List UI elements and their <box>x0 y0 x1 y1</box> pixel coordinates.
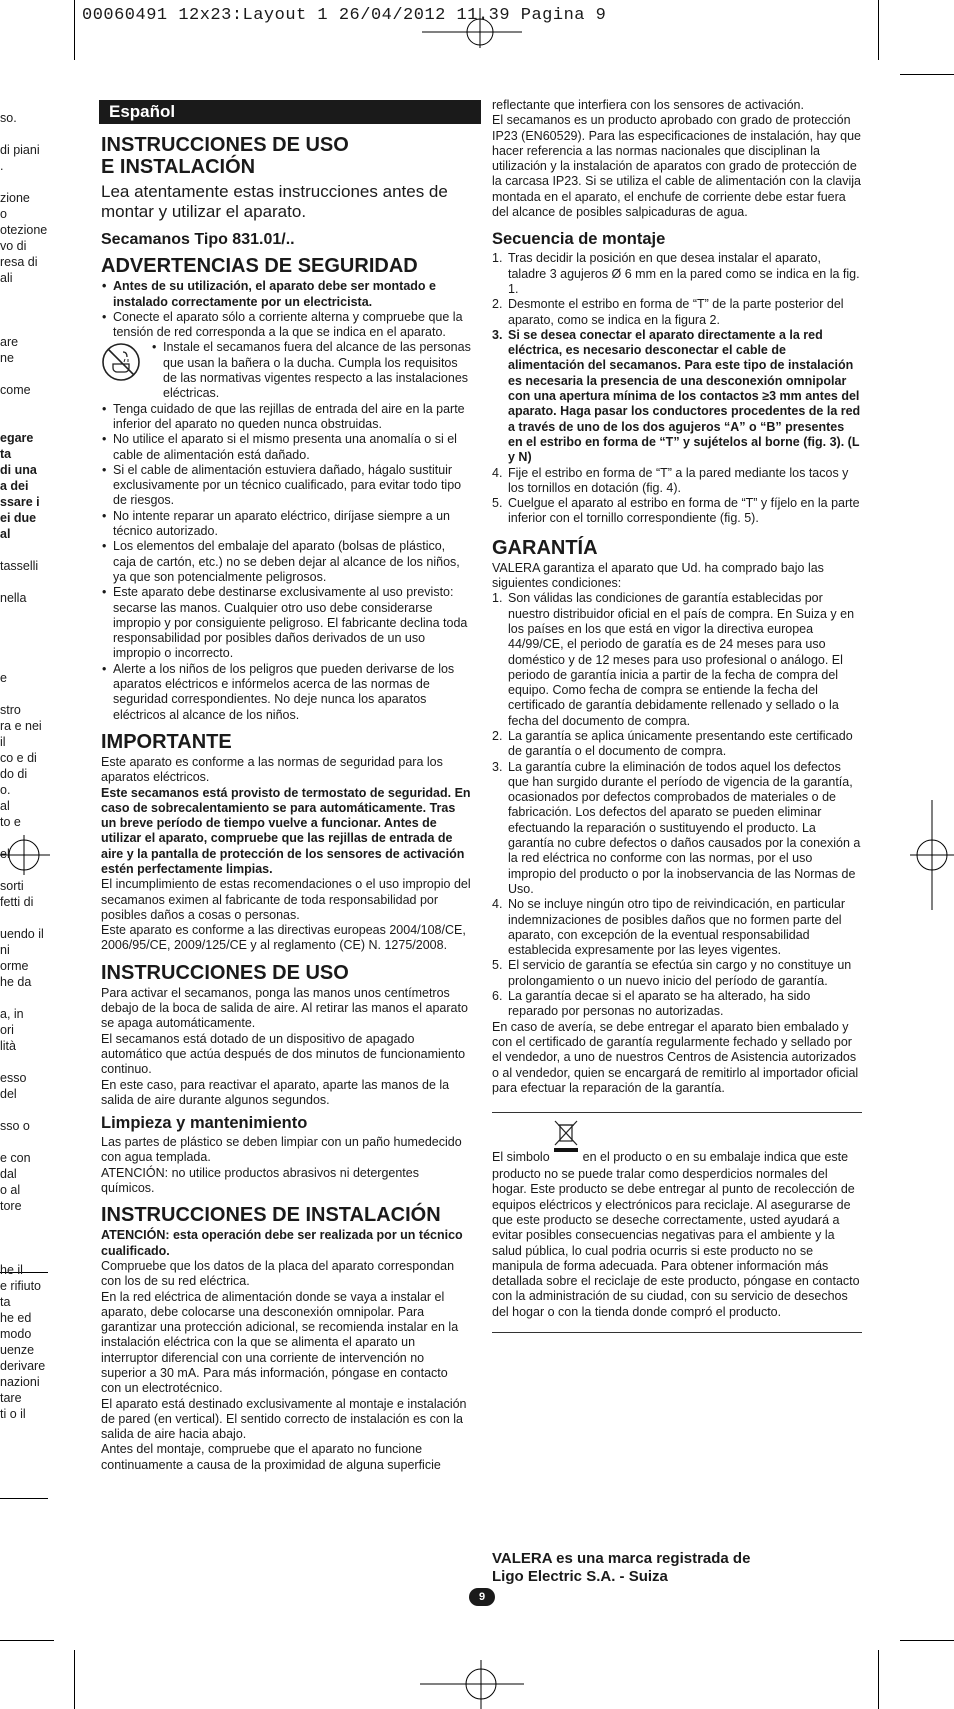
limpieza-heading: Limpieza y mantenimiento <box>101 1114 308 1133</box>
item-number: 1. <box>492 251 503 266</box>
right-column <box>492 98 862 1343</box>
bleed-line <box>0 622 50 638</box>
bleed-line <box>0 862 50 878</box>
crop-mark-bottom-left <box>74 1650 75 1709</box>
weee-text-lead: El simbolo <box>492 1150 550 1165</box>
safety-item: • Antes de su utilización, el aparato debe ser montado e instalado correctamente por un electricista. <box>101 279 471 310</box>
bleed-line: a dei <box>0 479 29 493</box>
numbered-item <box>492 496 862 527</box>
item-text: Cuelgue el aparato al estribo en forma de “T” y fíjelo en la parte inferior con el tornillo correspondiente (fig. 5). <box>508 496 860 526</box>
bleed-line <box>0 286 50 302</box>
instalacion-text: Compruebe que los datos de la placa del aparato correspondan con los de su red eléctrica. <box>101 1258 455 1289</box>
safety-item: • No utilice el aparato si el mismo presenta una anomalía o si el cable de alimentación está dañado. <box>101 432 471 463</box>
uso-text: El secamanos está dotado de un dispositivo de apagado automático que actúa después de dos minutos de funcionamiento continuo. <box>101 1031 466 1077</box>
bleed-line: tare <box>0 1391 22 1405</box>
crop-mark-right-top <box>900 74 954 75</box>
uso-text: En este caso, para reactivar el aparato, aparte las manos de la salida de aire durante algunos segundos. <box>101 1077 450 1107</box>
bleed-line: co e di <box>0 751 37 765</box>
bleed-line: modo <box>0 1327 32 1341</box>
uso-heading: INSTRUCCIONES DE USO <box>101 961 349 984</box>
bleed-line <box>0 1054 50 1070</box>
bleed-line: tasselli <box>0 559 39 573</box>
bleed-line: . <box>0 159 4 173</box>
item-text: Si se desea conectar el aparato directamente a la red eléctrica, es necesario desconectar el cable de alimentación del secamanos. Para este tipo de instalación es necesaria la presencia de una desconexión omnipolar con una apertura mínima de los contactos ≥3 mm antes del aparato. Haga pasar los conductores procedentes de la red a través de uno de los dos agujeros “A” o “B” presentes en el estribo en forma de “T” y sujételos al borne (fig. 3). (L y N) <box>508 327 861 465</box>
garantia-outro: En caso de avería, se debe entregar el aparato bien embalado y con el certificado de garantía regularmente fechado y sellado por el vendedor, a uno de nuestros Centros de Asistencia autorizados o al vendedor, quien se encargará de remitirlo al importador oficial para efectuar la reparación de la garantía. <box>492 1019 859 1095</box>
adjacent-page-bleed-text <box>0 110 50 1422</box>
brand-line-2: Ligo Electric S.A. - Suiza <box>492 1568 668 1585</box>
instalacion-heading: INSTRUCCIONES DE INSTALACIÓN <box>101 1204 441 1227</box>
bleed-line: o <box>0 207 7 221</box>
crossed-out-bin-icon <box>553 1119 579 1153</box>
bleed-line: del <box>0 1087 17 1101</box>
item-text: La garantía se aplica únicamente presentando este certificado de garantía o el documento de compra. <box>508 728 853 759</box>
bleed-line: e con <box>0 1151 31 1165</box>
numbered-item <box>492 328 862 466</box>
bleed-line: to e <box>0 815 21 829</box>
bleed-line <box>0 574 50 590</box>
weee-text <box>492 1133 862 1320</box>
bleed-line: il <box>0 735 6 749</box>
bleed-line: egare <box>0 431 34 445</box>
bleed-line: dal <box>0 1167 17 1181</box>
bleed-line <box>0 542 50 558</box>
bleed-line: ti o il <box>0 1407 26 1421</box>
montaje-list <box>492 251 862 526</box>
item-text: No se incluye ningún otro tipo de reivindicación, en particular indemnizaciones de posibles daños que no formen parte del aparato, con excepción de la eventual responsabilidad establecida expresamente por las leyes vigentes. <box>508 897 845 958</box>
bleed-line <box>0 174 50 190</box>
numbered-item <box>492 466 862 497</box>
document-title-line-1: INSTRUCCIONES DE USO <box>101 134 349 156</box>
weee-text-body: en el producto o en su embalaje indica que este producto no se puede tralar como desperdicios normales del hogar. Este producto se debe entregar al punto de recolección de equipos eléctricos y electrónicos para reciclaje. Al asegurarse de que este producto se deseche correctamente, usted ayudará a evitar posibles consecuencias negativas para el ambiente y la salud pública, lo cual podria ocurris si este producto no se manipula de forma adecuada. Para obtener información más detallada sobre el reciclaje de este producto, póngase en contacto con la administración de su ciudad, con su servicio de desechos del hogar o con la tienda donde compró el producto. <box>492 1150 860 1319</box>
bleed-line <box>0 1102 50 1118</box>
bleed-line <box>0 302 50 318</box>
item-number: 2. <box>492 728 503 743</box>
item-number: 3. <box>492 759 503 774</box>
numbered-item <box>492 760 862 898</box>
importante-text: El incumplimiento de estas recomendaciones o el uso impropio del secamanos eximen al fabricante de toda responsabilidad por posibles daños a cosas o personas. <box>101 877 471 922</box>
crop-mark-bottom-right <box>878 1650 879 1709</box>
item-text: La garantía cubre la eliminación de todos aquel los defectos que han surgido durante el período de vigencia de la garantía, ocasionados por defectos comprobados de materiales o de fabricación. Los defectos del aparato se pueden eliminar efectuando la reparación o sustituyendo el producto. La garantía no cubre defectos o daños causados por la conexión a la red eléctrica no conforme con las normas, por el uso impropio del producto o por la inobservancia de las Normas de Uso. <box>508 759 861 896</box>
item-number: 2. <box>492 297 503 312</box>
bleed-line: ne <box>0 351 14 365</box>
bleed-line: are <box>0 335 19 349</box>
safety-item: • Conecte el aparato sólo a corriente alterna y compruebe que la tensión de red corresponda a la que se indica en el aparato. <box>101 310 471 341</box>
garantia-list <box>492 591 862 1019</box>
bleed-line <box>0 318 50 334</box>
bleed-line: sorti <box>0 879 24 893</box>
divider <box>492 1112 862 1113</box>
numbered-item <box>492 297 862 328</box>
page-number: 9 <box>469 1588 495 1606</box>
bleed-line: orme <box>0 959 29 973</box>
bleed-line <box>0 398 50 414</box>
registration-mark-right-icon <box>900 800 954 910</box>
numbered-item <box>492 958 862 989</box>
crop-mark-top-left <box>74 0 75 60</box>
brand-footer <box>492 1550 812 1586</box>
bleed-line <box>0 990 50 1006</box>
bleed-line <box>0 606 50 622</box>
bleed-line: ali <box>0 271 13 285</box>
bleed-line: so. <box>0 111 17 125</box>
garantia-intro: VALERA garantiza el aparato que Ud. ha comprado bajo las siguientes condiciones: <box>492 560 824 591</box>
bleed-line <box>0 910 50 926</box>
safety-item: • Si el cable de alimentación estuviera dañado, hágalo sustituir exclusivamente por un técnico cualificado, para evitar todo tipo de riesgos. <box>101 463 471 509</box>
bleed-line: zione <box>0 191 30 205</box>
left-column <box>101 100 471 1473</box>
crop-mark-left-bottom <box>0 1640 54 1641</box>
bleed-line: di una <box>0 463 37 477</box>
bleed-line: come <box>0 383 31 397</box>
bleed-line <box>0 126 50 142</box>
bleed-line: e rifiuto <box>0 1279 41 1293</box>
safety-bath-warning <box>101 340 471 401</box>
no-bath-shower-icon <box>101 340 151 401</box>
limpieza-text: Las partes de plástico se deben limpiar con un paño humedecido con agua templada. <box>101 1135 462 1165</box>
safety-item: • Los elementos del embalaje del aparato (bolsas de plástico, caja de cartón, etc.) no se deben dejar al alcance de los niños, ya que son potencialmente peligrosos. <box>101 539 471 585</box>
instalacion-warning: ATENCIÓN: esta operación debe ser realizada por un técnico cualificado. <box>101 1228 463 1258</box>
brand-line-1: VALERA es una marca registrada de <box>492 1550 751 1567</box>
bleed-line: tore <box>0 1199 22 1213</box>
bleed-line: ra e nei <box>0 719 42 733</box>
safety-item: • Alerte a los niños de los peligros que pueden derivarse de los aparatos eléctricos e infórmelos acerca de las normas de seguridad correspondientes. No deje nunca los aparatos eléctricos al alcance de los niños. <box>101 662 471 723</box>
safety-item: • Tenga cuidado de que las rejillas de entrada del aire en la parte inferior del aparato no queden nunca obstruidas. <box>101 402 471 433</box>
bleed-line <box>0 1246 50 1262</box>
instalacion-text: Antes del montaje, compruebe que el aparato no funcione continuamente a causa de la proximidad de alguna superficie <box>101 1442 441 1472</box>
crop-mark-top-right <box>878 0 879 60</box>
bleed-line: e <box>0 671 7 685</box>
bleed-line: al <box>0 799 10 813</box>
bleed-line: uendo il <box>0 927 44 941</box>
language-label: Español <box>99 100 481 124</box>
bleed-line: nella <box>0 591 27 605</box>
bleed-line: esso <box>0 1071 27 1085</box>
bleed-line: he il <box>0 1263 23 1277</box>
bleed-line <box>0 1214 50 1230</box>
bleed-line: uenze <box>0 1343 35 1357</box>
numbered-item <box>492 989 862 1020</box>
bleed-line: he ed <box>0 1311 32 1325</box>
intro-text: Lea atentamente estas instrucciones antes de montar y utilizar el aparato. <box>101 182 448 221</box>
bleed-line: do di <box>0 767 28 781</box>
item-number: 3. <box>492 327 503 342</box>
numbered-item <box>492 729 862 760</box>
bleed-rule-2 <box>0 1498 48 1499</box>
numbered-item <box>492 251 862 297</box>
bleed-line: vo di <box>0 239 27 253</box>
numbered-item <box>492 897 862 958</box>
item-number: 6. <box>492 989 503 1004</box>
item-text: Tras decidir la posición en que desea instalar el aparato, taladre 3 agujeros Ø 6 mm en la pared como se indica en la fig. 1. <box>508 251 860 296</box>
printer-slug: 00060491 12x23:Layout 1 26/04/2012 11.39 Pagina 9 <box>82 6 607 25</box>
importante-heading: IMPORTANTE <box>101 730 232 753</box>
safety-item: • Instale el secamanos fuera del alcance de las personas que usan la bañera o la ducha. Cumpla los requisitos de las normativas vigentes respecto a las instalaciones eléctricas. <box>151 340 471 401</box>
uso-text: Para activar el secamanos, ponga las manos unos centímetros debajo de la boca de salida de aire. Al retirar las manos el aparato se apaga automáticamente. <box>101 985 468 1031</box>
bleed-line: ta <box>0 1295 11 1309</box>
bleed-line <box>0 1230 50 1246</box>
bleed-line <box>0 1134 50 1150</box>
bleed-line: ni <box>0 943 10 957</box>
item-text: El servicio de garantía se efectúa sin cargo y no constituye un prolongamiento o un nuevo inicio del período de garantía. <box>508 958 852 988</box>
model-name: Secamanos Tipo 831.01/.. <box>101 231 295 248</box>
bleed-line <box>0 654 50 670</box>
bleed-line: ei due <box>0 511 37 525</box>
bleed-line: ori <box>0 1023 14 1037</box>
bleed-line: otezione <box>0 223 48 237</box>
item-text: Son válidas las condiciones de garantía establecidas por nuestro distribuidor oficial en el país de compra. En Suiza y en los países en los que está en vigor la directiva europea 44/99/CE, el periodo de garatía es de 24 meses para uso doméstico y de 12 meses para uso profesional o análogo. El periodo de garantía inicia a partir de la fecha de compra del equipo. Como fecha de compra se entiende la fecha del certificado de garantía debidamente rellenado y sellado o la fecha del documento de compra. <box>508 591 855 728</box>
item-number: 4. <box>492 897 503 912</box>
instalacion-text: En la red eléctrica de alimentación donde se vaya a instalar el aparato, debe colocarse una desconexión omnipolar. Para garantizar una protección adicional, se recomienda instalar en la instalación eléctrica con la que se alimenta el aparato un interruptor diferencial con una corriente de intervención no superior a 30 mA. Para más información, póngase en contacto con un electrotécnico. <box>101 1289 459 1396</box>
bleed-line <box>0 686 50 702</box>
item-text: Fije el estribo en forma de “T” a la pared mediante los tacos y los tornillos en dotación (fig. 4). <box>508 465 849 495</box>
bleed-line: ta <box>0 447 12 461</box>
limpieza-warning: ATENCIÓN: no utilice productos abrasivos ni detergentes químicos. <box>101 1165 419 1196</box>
bleed-line: o. <box>0 783 11 797</box>
safety-item: • Este aparato debe destinarse exclusivamente al uso previsto: secarse las manos. Cualquier otro uso debe considerarse impropio y por consiguiente peligroso. El fabricante declina toda responsabilidad por posibles daños derivados de un uso impropio o incorrecto. <box>101 585 471 661</box>
bleed-line: derivare <box>0 1359 46 1373</box>
bleed-line <box>0 366 50 382</box>
importante-warning: Este secamanos está provisto de termostato de seguridad. En caso de sobrecalentamiento se para automáticamente. Tras un breve período de tiempo vuelve a funcionar. Antes de utilizar el aparato, compruebe que las rejillas de entrada de aire y la pantalla de protección de los sensores de activación estén perfectamente limpias. <box>101 785 471 876</box>
item-number: 4. <box>492 465 503 480</box>
bleed-line: he da <box>0 975 32 989</box>
bleed-line: stro <box>0 703 21 717</box>
bleed-line: al <box>0 527 11 541</box>
bleed-line: o al <box>0 1183 21 1197</box>
montaje-heading: Secuencia de montaje <box>492 230 666 249</box>
bleed-line: di piani <box>0 143 40 157</box>
item-text: Desmonte el estribo en forma de “T” de la parte posterior del aparato, como se indica en la figura 2. <box>508 297 844 327</box>
numbered-item <box>492 591 862 729</box>
bleed-line: sso o <box>0 1119 30 1133</box>
item-number: 1. <box>492 591 503 606</box>
safety-list-continued <box>101 402 471 723</box>
instalacion-text: El aparato está destinado exclusivamente al montaje e instalación de pared (en vertical). El sentido correcto de instalación es con la salida de aire hacia abajo. <box>101 1396 467 1442</box>
bleed-line: resa di <box>0 255 38 269</box>
instalacion-text: El secamanos es un producto aprobado con grado de protección IP23 (EN60529). Para las especificaciones de instalación, hay que hacer referencia a las normas nacionales que disciplinan la utilización y la instalación de aparatos con grado de protección de la carcasa IP23. Si se utiliza el cable de alimentación con la clavija montada en el aparato, el enchufe de corriente debe estar fuera del alcance de posibles salpicaduras de agua. <box>492 113 861 220</box>
item-number: 5. <box>492 958 503 973</box>
crop-mark-right-bottom <box>900 1640 954 1641</box>
document-title-line-2: E INSTALACIÓN <box>101 156 256 178</box>
bleed-line <box>0 638 50 654</box>
bleed-line <box>0 830 50 846</box>
item-text: La garantía decae si el aparato se ha alterado, ha sido reparado por personas no autorizadas. <box>508 989 811 1019</box>
bleed-line: el <box>0 847 10 861</box>
item-number: 5. <box>492 496 503 511</box>
registration-mark-bottom-icon <box>420 1660 524 1709</box>
importante-text: Este aparato es conforme a las normas de seguridad para los aparatos eléctricos. <box>101 754 443 785</box>
safety-list <box>101 279 471 340</box>
importante-text: Este aparato es conforme a las directivas europeas 2004/108/CE, 2006/95/CE, 2009/125/CE y al reglamento (CE) N. 1275/2008. <box>101 923 466 953</box>
bleed-line: lità <box>0 1039 16 1053</box>
bleed-line: ssare i <box>0 495 40 509</box>
bleed-line: a, in <box>0 1007 24 1021</box>
safety-heading: ADVERTENCIAS DE SEGURIDAD <box>101 255 418 278</box>
instalacion-text: reflectante que interfiera con los sensores de activación. <box>492 98 804 112</box>
divider <box>492 1332 862 1333</box>
bleed-line <box>0 414 50 430</box>
bleed-line: nazioni <box>0 1375 40 1389</box>
safety-item: • No intente reparar un aparato eléctrico, diríjase siempre a un técnico autorizado. <box>101 509 471 540</box>
bleed-line: fetti di <box>0 895 34 909</box>
garantia-heading: GARANTÍA <box>492 536 598 559</box>
